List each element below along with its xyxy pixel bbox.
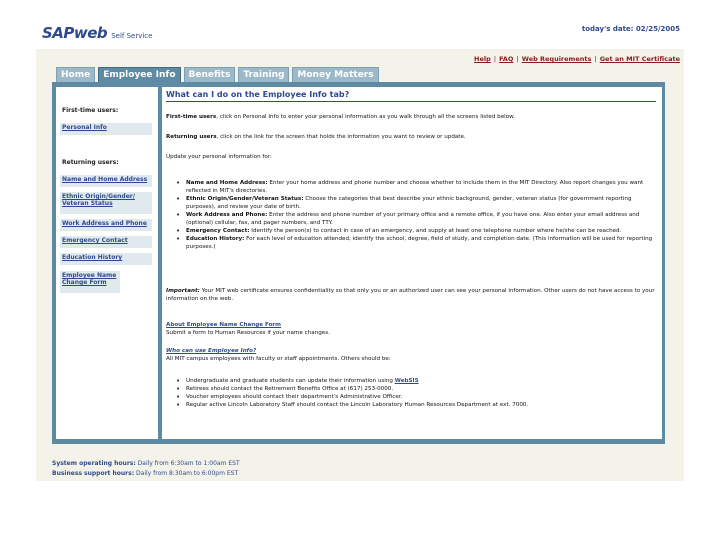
title-divider	[166, 101, 656, 102]
utility-links	[474, 55, 680, 63]
list-item	[176, 227, 656, 235]
sidebar-item-name-change-form[interactable]: Employee Name Change Form	[60, 271, 120, 293]
websis-link[interactable]: WebSIS	[394, 378, 419, 384]
link-separator: |	[516, 55, 519, 63]
list-item	[176, 195, 656, 211]
page-title: What can I do on the Employee Info tab?	[166, 90, 350, 99]
sidebar-item-emergency-contact[interactable]: Emergency Contact	[60, 236, 152, 248]
who-section	[166, 347, 656, 363]
main-content	[162, 87, 662, 439]
first-time-label: First-time users	[166, 114, 217, 120]
top-bar	[36, 15, 684, 49]
list-item	[176, 179, 656, 195]
who-bullets	[176, 377, 656, 409]
link-separator: |	[594, 55, 597, 63]
who-text: All MIT campus employees with faculty or staff appointments. Others should be:	[166, 356, 391, 362]
help-link[interactable]: Help	[474, 55, 491, 63]
bullet-label: Work Address and Phone:	[186, 212, 268, 218]
support-hours-text: Daily from 8:30am to 6:00pm EST	[134, 470, 239, 477]
name-change-text: Submit a form to Human Resources if your name changes.	[166, 330, 330, 336]
sidebar-item-personal-info[interactable]: Personal Info	[60, 123, 152, 135]
returning-heading: Returning users:	[62, 159, 119, 166]
bullet-label: Emergency Contact:	[186, 228, 250, 234]
support-hours-label: Business support hours:	[52, 470, 135, 477]
list-item: • Voucher employees should contact their department's Administrative Officer.	[176, 393, 656, 401]
returning-paragraph	[166, 133, 656, 141]
list-item	[176, 235, 656, 251]
page-frame	[36, 15, 684, 481]
bullet-label: Education History:	[186, 236, 245, 242]
sidebar-item-education-history[interactable]: Education History	[60, 253, 152, 265]
sidebar-item-name-home-address[interactable]: Name and Home Address	[60, 175, 152, 187]
bullet-text: For each level of education attended, identify the school, degree, field of study, and completion date. (This information will be used for reporting purposes.)	[186, 236, 653, 250]
important-paragraph	[166, 287, 656, 303]
update-bullets	[176, 179, 656, 251]
system-hours	[52, 459, 240, 469]
sidebar-item-ethnic-origin[interactable]: Ethnic Origin/Gender/ Veteran Status	[60, 192, 152, 214]
faq-link[interactable]: FAQ	[499, 55, 514, 63]
returning-label: Returning users	[166, 134, 217, 140]
bullet-text: Undergraduate and graduate students can update their information using	[186, 378, 395, 384]
web-requirements-link[interactable]: Web Requirements	[521, 55, 592, 63]
system-hours-label: System operating hours:	[52, 460, 136, 467]
tab-money-matters[interactable]: Money Matters	[292, 67, 378, 82]
bullet-text: Identify the person(s) to contact in case of an emergency, and supply at least one telephone number where he/she can be reached.	[249, 228, 622, 234]
bullet-text: Enter the address and phone number of your primary office and a remote office, if you have one. Also enter your email address and (optional) cellular, fax, and pager numbers, and TTY.	[186, 212, 640, 226]
sidebar-item-work-address[interactable]: Work Address and Phone	[60, 219, 152, 231]
name-change-link[interactable]: About Employee Name Change Form	[166, 322, 282, 328]
logo-suffix: Self Service	[111, 32, 153, 40]
logo-sap: SAP	[42, 24, 74, 42]
list-item: • Regular active Lincoln Laboratory Staff should contact the Lincoln Laboratory Human Resources Department at ext. 7000.	[176, 401, 656, 409]
tab-employee-info[interactable]: Employee Info	[98, 67, 180, 82]
tab-benefits[interactable]: Benefits	[184, 67, 236, 82]
sidebar	[56, 87, 158, 439]
first-time-text: , click on Personal Info to enter your personal information as you walk through all the screens listed below.	[216, 114, 515, 120]
system-hours-text: Daily from 6:30am to 1:00am EST	[135, 460, 240, 467]
footer	[52, 459, 240, 479]
get-certificate-link[interactable]: Get an MIT Certificate	[599, 55, 680, 63]
name-change-section	[166, 321, 656, 337]
first-time-heading: First-time users:	[62, 107, 119, 114]
todays-date: today's date: 02/25/2005	[581, 25, 680, 33]
sapweb-logo[interactable]	[42, 24, 152, 42]
important-label: Important:	[166, 288, 200, 294]
main-tabs	[56, 67, 379, 82]
list-item	[176, 211, 656, 227]
first-time-paragraph	[166, 113, 656, 121]
important-text: Your MIT web certificate ensures confidentiality so that only you or an authorized user can see your personal information. Other users do not have access to your information on the web.	[166, 288, 655, 302]
tab-training[interactable]: Training	[238, 67, 289, 82]
list-item: • Retirees should contact the Retirement Benefits Office at (617) 253-0000.	[176, 385, 656, 393]
list-item	[176, 377, 656, 385]
bullet-label: Name and Home Address:	[186, 180, 268, 186]
tab-home[interactable]: Home	[56, 67, 95, 82]
bullet-text: Enter your home address and phone number and choose whether to include them in the MIT Directory. Also report changes you want reflected in MIT's directories.	[186, 180, 644, 194]
logo-web: web	[73, 24, 108, 42]
update-line: Update your personal information for:	[166, 154, 272, 160]
returning-text: , click on the link for the screen that holds the information you want to review or update.	[216, 134, 466, 140]
who-link[interactable]: Who can use Employee Info?	[166, 348, 257, 354]
link-separator: |	[493, 55, 497, 63]
bullet-text: Choose the categories that best describe your ethnic background, gender, veteran status (for government reporting purposes), and review your date of birth.	[186, 196, 632, 210]
support-hours	[52, 469, 240, 479]
bullet-label: Ethnic Origin/Gender/Veteran Status:	[186, 196, 304, 202]
